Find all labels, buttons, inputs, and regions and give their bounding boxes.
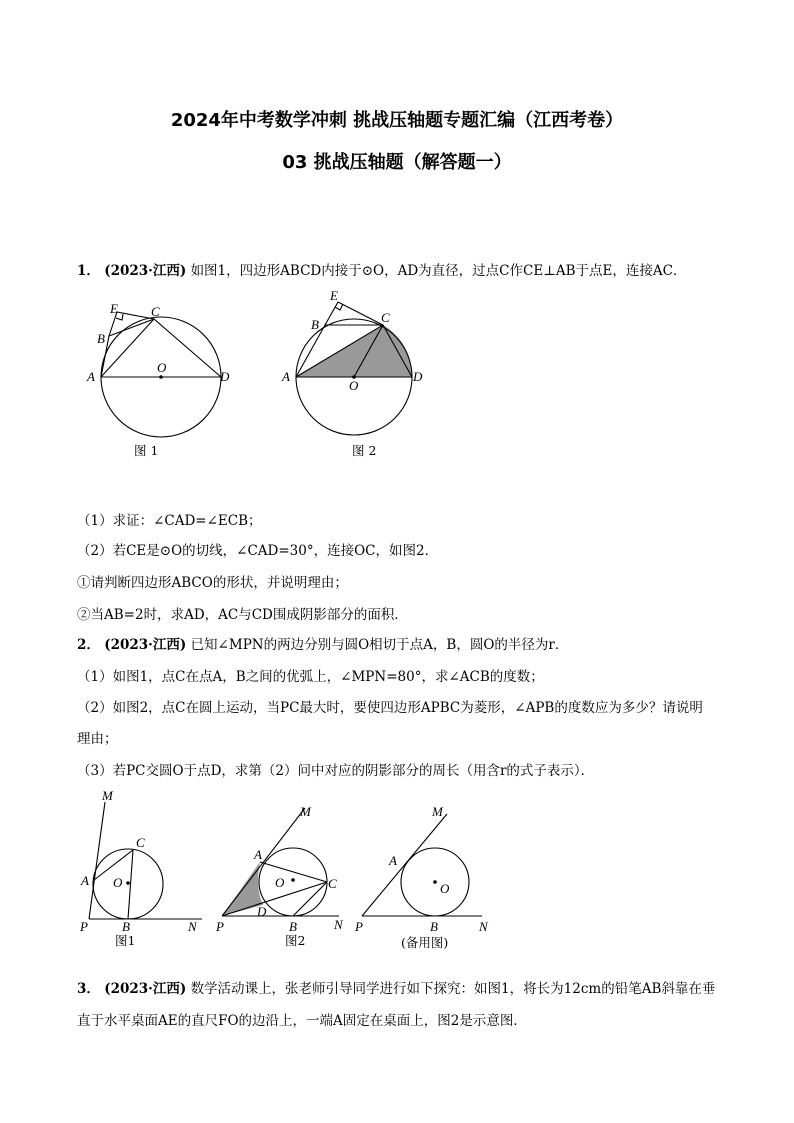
label-a: A xyxy=(254,847,262,862)
label-m: M xyxy=(300,804,311,819)
q2-figure-2 xyxy=(213,800,358,950)
q2-part1: （1）如图1，点C在点A，B之间的优弧上，∠MPN=80°，求∠ACB的度数； xyxy=(77,669,544,685)
circle-o xyxy=(259,848,327,916)
label-n: N xyxy=(479,919,488,934)
q2-part2-cont: 理由； xyxy=(77,731,118,747)
q1-figure-2 xyxy=(280,288,440,463)
document-title: 2024年中考数学冲刺 挑战压轴题专题汇编（江西考卷） xyxy=(170,110,624,131)
label-o: O xyxy=(157,360,167,375)
q2-part3: （3）若PC交圆O于点D，求第（2）问中对应的阴影部分的周长（用含r的式子表示）． xyxy=(77,763,595,779)
q2-number: 2． xyxy=(77,637,100,653)
label-a: A xyxy=(282,369,290,384)
label-d: D xyxy=(220,369,230,384)
label-c: C xyxy=(151,304,160,319)
q1-source: (2023·江西) xyxy=(104,263,187,279)
label-o: O xyxy=(275,875,285,890)
label-b: B xyxy=(122,919,130,934)
figure-caption: (备用图) xyxy=(401,935,449,950)
figure-caption: 图2 xyxy=(285,933,306,948)
q2-stem-line xyxy=(77,633,568,653)
label-p: P xyxy=(355,919,363,934)
label-c: C xyxy=(136,835,145,850)
label-o: O xyxy=(113,875,123,890)
q3-stem: 数学活动课上，张老师引导同学进行如下探究：如图1，将长为12cm的铅笔AB斜靠在垂 xyxy=(190,981,716,997)
q1-figure-1 xyxy=(85,295,245,465)
q3-stem-cont: 直于水平桌面AE的直尺FO的边沿上，一端A固定在桌面上，图2是示意图． xyxy=(77,1013,527,1029)
q3-number: 3． xyxy=(77,981,100,997)
figure-caption: 图1 xyxy=(115,933,136,948)
label-p: P xyxy=(80,919,88,934)
label-m: M xyxy=(102,788,113,803)
figure-caption: 图 1 xyxy=(134,443,159,458)
label-d: D xyxy=(413,369,423,384)
document-subtitle: 03 挑战压轴题（解答题一） xyxy=(282,152,512,173)
q1-part2a: ①请判断四边形ABCO的形状，并说明理由； xyxy=(77,575,348,591)
q1-stem: 如图1，四边形ABCD内接于⊙O，AD为直径，过点C作CE⊥AB于点E，连接AC． xyxy=(190,263,687,279)
label-b: B xyxy=(311,317,319,332)
q3-stem-line xyxy=(77,977,715,997)
label-o: O xyxy=(349,378,359,393)
figure-caption: 图 2 xyxy=(352,443,377,458)
label-b: B xyxy=(430,919,438,934)
label-e: E xyxy=(330,288,338,303)
label-o: O xyxy=(440,881,450,896)
q1-number: 1． xyxy=(77,263,100,279)
q3-source: (2023·江西) xyxy=(104,981,187,997)
label-b: B xyxy=(289,919,297,934)
q1-stem-line xyxy=(77,259,687,279)
label-n: N xyxy=(188,919,197,934)
label-a: A xyxy=(389,853,397,868)
q2-source: (2023·江西) xyxy=(104,637,187,653)
q2-figure-1 xyxy=(77,790,217,950)
q1-part2b: ②当AB=2时，求AD，AC与CD围成阴影部分的面积． xyxy=(77,607,408,623)
label-p: P xyxy=(216,919,224,934)
q2-part2: （2）如图2，点C在圆上运动，当PC最大时，要使四边形APBC为菱形，∠APB的度数应为多少？请说明 xyxy=(77,700,703,716)
q2-figure-backup xyxy=(352,800,497,955)
label-a: A xyxy=(87,369,95,384)
q2-stem: 已知∠MPN的两边分别与圆O相切于点A，B，圆O的半径为r． xyxy=(190,637,569,653)
label-b: B xyxy=(97,331,105,346)
label-a: A xyxy=(81,873,89,888)
q1-part1: （1）求证：∠CAD=∠ECB； xyxy=(77,513,262,529)
q1-part2: （2）若CE是⊙O的切线，∠CAD=30°，连接OC，如图2． xyxy=(77,543,439,559)
label-m: M xyxy=(432,804,443,819)
label-e: E xyxy=(110,301,118,316)
shaded-region xyxy=(296,325,412,377)
label-c: C xyxy=(381,310,390,325)
label-d: D xyxy=(257,904,267,919)
label-c: C xyxy=(328,876,337,891)
label-n: N xyxy=(334,917,343,932)
